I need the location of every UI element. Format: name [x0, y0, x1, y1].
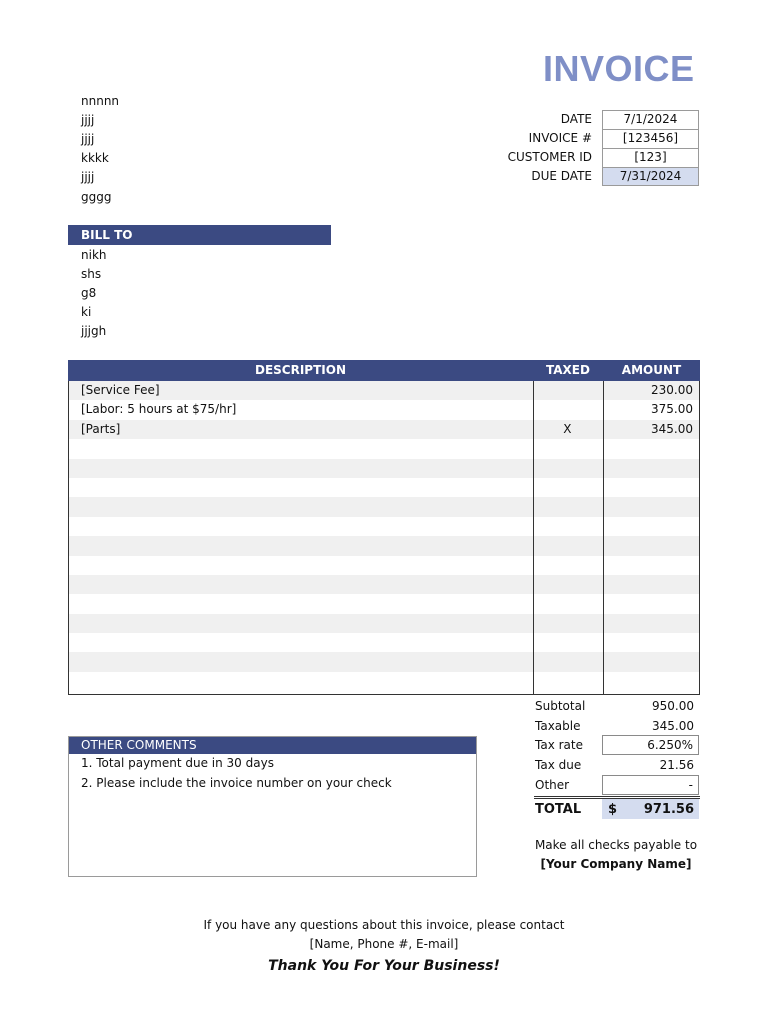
invoice-number-label: INVOICE #	[528, 131, 592, 145]
item-taxed[interactable]	[533, 381, 603, 400]
tax-rate-label: Tax rate	[535, 738, 583, 752]
item-description[interactable]: [Service Fee]	[81, 383, 160, 397]
item-taxed[interactable]	[533, 400, 603, 419]
bill-to-line: nikh	[81, 248, 107, 262]
thank-you-text: Thank You For Your Business!	[268, 958, 500, 974]
table-body	[68, 381, 700, 695]
column-divider	[533, 381, 534, 694]
empty-row[interactable]	[69, 536, 699, 555]
other-input[interactable]: -	[602, 775, 699, 795]
empty-row[interactable]	[69, 478, 699, 497]
currency-symbol: $	[608, 802, 618, 817]
taxable-label: Taxable	[535, 719, 581, 733]
total-cell	[602, 799, 699, 819]
item-amount[interactable]: 345.00	[651, 421, 693, 436]
item-amount[interactable]: 230.00	[651, 383, 693, 397]
empty-row[interactable]	[69, 439, 699, 458]
payable-company: [Your Company Name]	[540, 857, 692, 871]
due-date-field[interactable]: 7/31/2024	[602, 167, 699, 186]
bill-to-line: jjjgh	[81, 324, 107, 338]
comment-line: 2. Please include the invoice number on your check	[81, 776, 392, 790]
amount-header: AMOUNT	[621, 363, 682, 377]
empty-row[interactable]	[69, 652, 699, 671]
date-field[interactable]: 7/1/2024	[602, 110, 699, 129]
invoice-title: INVOICE	[543, 48, 695, 89]
empty-row[interactable]	[69, 556, 699, 575]
company-line: gggg	[81, 190, 112, 204]
empty-row[interactable]	[69, 517, 699, 536]
table-row[interactable]	[69, 400, 699, 419]
customer-id-field[interactable]: [123]	[602, 148, 699, 167]
other-label: Other	[535, 778, 570, 792]
bill-to-line: g8	[81, 286, 97, 300]
contact-text: If you have any questions about this invoice, please contact	[203, 918, 565, 932]
subtotal-label: Subtotal	[535, 699, 586, 713]
bill-to-line: ki	[81, 305, 92, 319]
tax-due-value: 21.56	[659, 758, 694, 772]
empty-row[interactable]	[69, 614, 699, 633]
taxed-header: TAXED	[546, 363, 590, 377]
bill-to-heading: BILL TO	[68, 225, 331, 245]
tax-due-label: Tax due	[535, 758, 582, 772]
total-label: TOTAL	[535, 802, 582, 817]
item-amount[interactable]: 375.00	[651, 402, 693, 417]
total-row	[534, 796, 700, 820]
empty-row[interactable]	[69, 633, 699, 652]
item-description[interactable]: [Parts]	[81, 421, 121, 436]
date-label: DATE	[560, 112, 592, 126]
contact-details: [Name, Phone #, E-mail]	[309, 937, 459, 951]
due-date-label: DUE DATE	[531, 169, 592, 183]
company-line: nnnnn	[81, 94, 120, 108]
table-row[interactable]	[69, 381, 699, 400]
company-line: jjjj	[81, 170, 95, 184]
bill-to-line: shs	[81, 267, 102, 281]
invoice-number-field[interactable]: [123456]	[602, 129, 699, 148]
company-line: jjjj	[81, 132, 95, 146]
column-divider	[603, 381, 604, 694]
empty-row[interactable]	[69, 575, 699, 594]
taxable-value: 345.00	[652, 719, 694, 733]
line-items-table	[68, 360, 700, 695]
item-taxed[interactable]: X	[563, 421, 572, 436]
empty-row[interactable]	[69, 459, 699, 478]
table-header	[68, 360, 700, 381]
comment-line: 1. Total payment due in 30 days	[81, 756, 274, 770]
empty-row[interactable]	[69, 672, 699, 691]
company-line: kkkk	[81, 151, 109, 165]
subtotal-value: 950.00	[652, 699, 694, 713]
table-row[interactable]	[69, 420, 699, 439]
empty-row[interactable]	[69, 594, 699, 613]
empty-row[interactable]	[69, 497, 699, 516]
item-description[interactable]: [Labor: 5 hours at $75/hr]	[81, 402, 237, 417]
customer-id-label: CUSTOMER ID	[507, 150, 592, 164]
total-value: 971.56	[643, 802, 694, 817]
other-comments-heading: OTHER COMMENTS	[68, 736, 477, 754]
company-line: jjjj	[81, 113, 95, 127]
payable-text: Make all checks payable to	[534, 838, 698, 852]
description-header: DESCRIPTION	[254, 363, 346, 377]
tax-rate-input[interactable]: 6.250%	[602, 735, 699, 755]
